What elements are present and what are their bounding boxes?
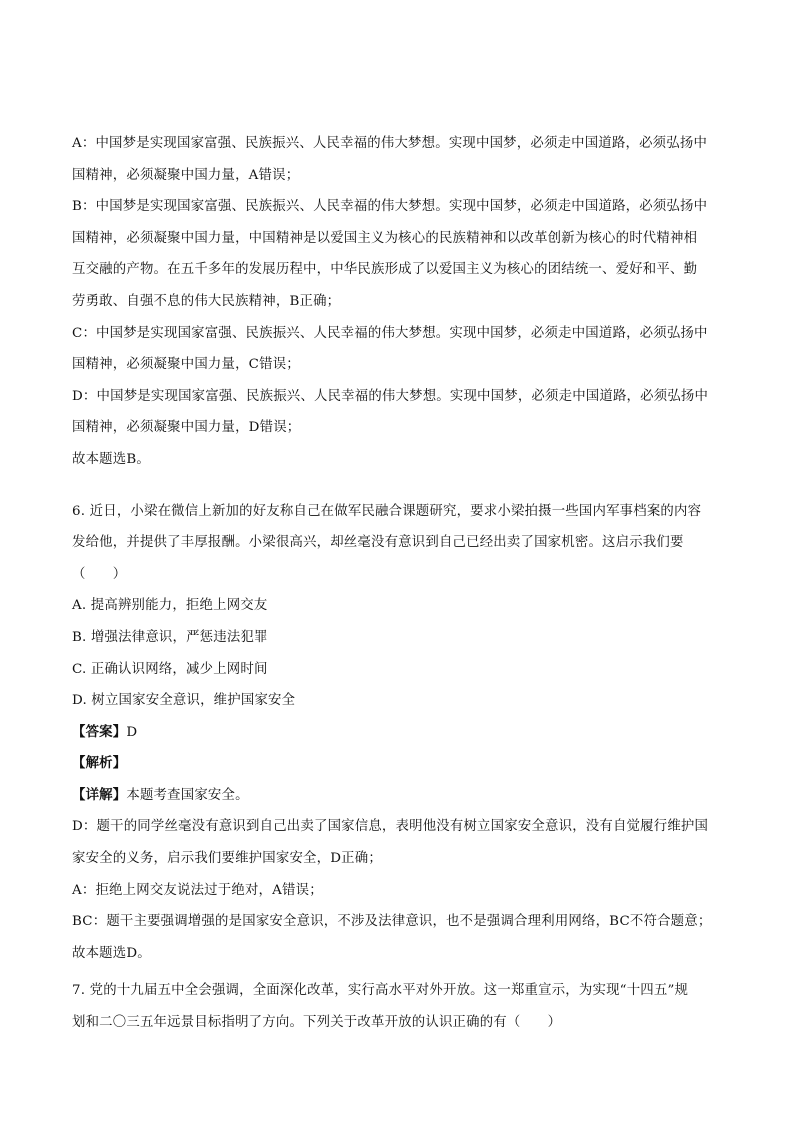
- spacer: [72, 476, 724, 496]
- detail-tag: 【详解】: [72, 786, 127, 803]
- text-line: 国精神，必须凝聚中国力量，D错误；: [72, 420, 301, 436]
- text-line: D：中国梦是实现国家富强、民族振兴、人民幸福的伟大梦想。实现中国梦，必须走中国道路，必须弘扬中: [72, 388, 709, 404]
- text-line: 劳勇敢、自强不息的伟大民族精神，B正确；: [72, 293, 341, 309]
- text-line: B：中国梦是实现国家富强、民族振兴、人民幸福的伟大梦想。实现中国梦，必须走中国道路，必须弘扬中: [72, 199, 708, 215]
- text-line: 家安全的义务，启示我们要维护国家安全，D正确；: [72, 851, 382, 867]
- answer-line: [72, 717, 724, 749]
- text-line: 故本题选D。: [72, 945, 151, 961]
- question-stem-line: 7. 党的十九届五中全会强调，全面深化改革，实行高水平对外开放。这一郑重宣示，为实现“十四五”规: [72, 983, 689, 999]
- text-line: C：中国梦是实现国家富强、民族振兴、人民幸福的伟大梦想。实现中国梦，必须走中国道路，必须弘扬中: [72, 325, 708, 341]
- question-6: [72, 496, 724, 970]
- detail-text: 本题考查国家安全。: [126, 787, 249, 803]
- detail-line: [72, 780, 724, 812]
- analysis-tag: 【解析】: [72, 755, 127, 772]
- prev-analysis: [72, 128, 724, 476]
- question-stem-line: 6. 近日，小梁在微信上新加的好友称自己在做军民融合课题研究，要求小梁拍摄一些国内军事档案的内容: [72, 503, 702, 519]
- text-line: 国精神，必须凝聚中国力量，中国精神是以爱国主义为核心的民族精神和以改革创新为核心的时代精神相: [72, 230, 698, 246]
- question-stem-line: 划和二〇三五年远景目标指明了方向。下列关于改革开放的认识正确的有（ ）: [72, 1015, 562, 1031]
- question-stem-line: 发给他，并提供了丰厚报酬。小梁很高兴，却丝毫没有意识到自己已经出卖了国家机密。这启示我们要: [72, 535, 684, 551]
- answer-value: D: [126, 724, 138, 740]
- question-stem-line: （ ）: [72, 566, 127, 582]
- text-line: A：拒绝上网交友说法过于绝对，A错误；: [72, 882, 323, 898]
- option-b: B. 增强法律意识，严惩违法犯罪: [72, 629, 268, 645]
- document-page: [72, 128, 724, 1039]
- option-d: D. 树立国家安全意识，维护国家安全: [72, 693, 296, 709]
- question-7: [72, 975, 724, 1038]
- text-line: A：中国梦是实现国家富强、民族振兴、人民幸福的伟大梦想。实现中国梦，必须走中国道路，必须弘扬中: [72, 136, 708, 151]
- option-a: A. 提高辨别能力，拒绝上网交友: [72, 598, 268, 614]
- text-line: BC：题干主要强调增强的是国家安全意识，不涉及法律意识，也不是强调合理利用网络，BC不符合题意；: [72, 914, 712, 930]
- text-line: 国精神，必须凝聚中国力量，C错误；: [72, 357, 300, 373]
- analysis-heading: [72, 748, 724, 780]
- text-line: 故本题选B。: [72, 451, 150, 467]
- text-line: D：题干的同学丝毫没有意识到自己出卖了国家信息，表明他没有树立国家安全意识，没有自觉履行维护国: [72, 819, 709, 835]
- text-line: 互交融的产物。在五千多年的发展历程中，中华民族形成了以爱国主义为核心的团结统一、爱好和平、勤: [72, 262, 698, 278]
- answer-tag: 【答案】: [72, 723, 127, 740]
- text-line: 国精神，必须凝聚中国力量，A错误；: [72, 167, 300, 183]
- option-c: C. 正确认识网络，减少上网时间: [72, 661, 268, 677]
